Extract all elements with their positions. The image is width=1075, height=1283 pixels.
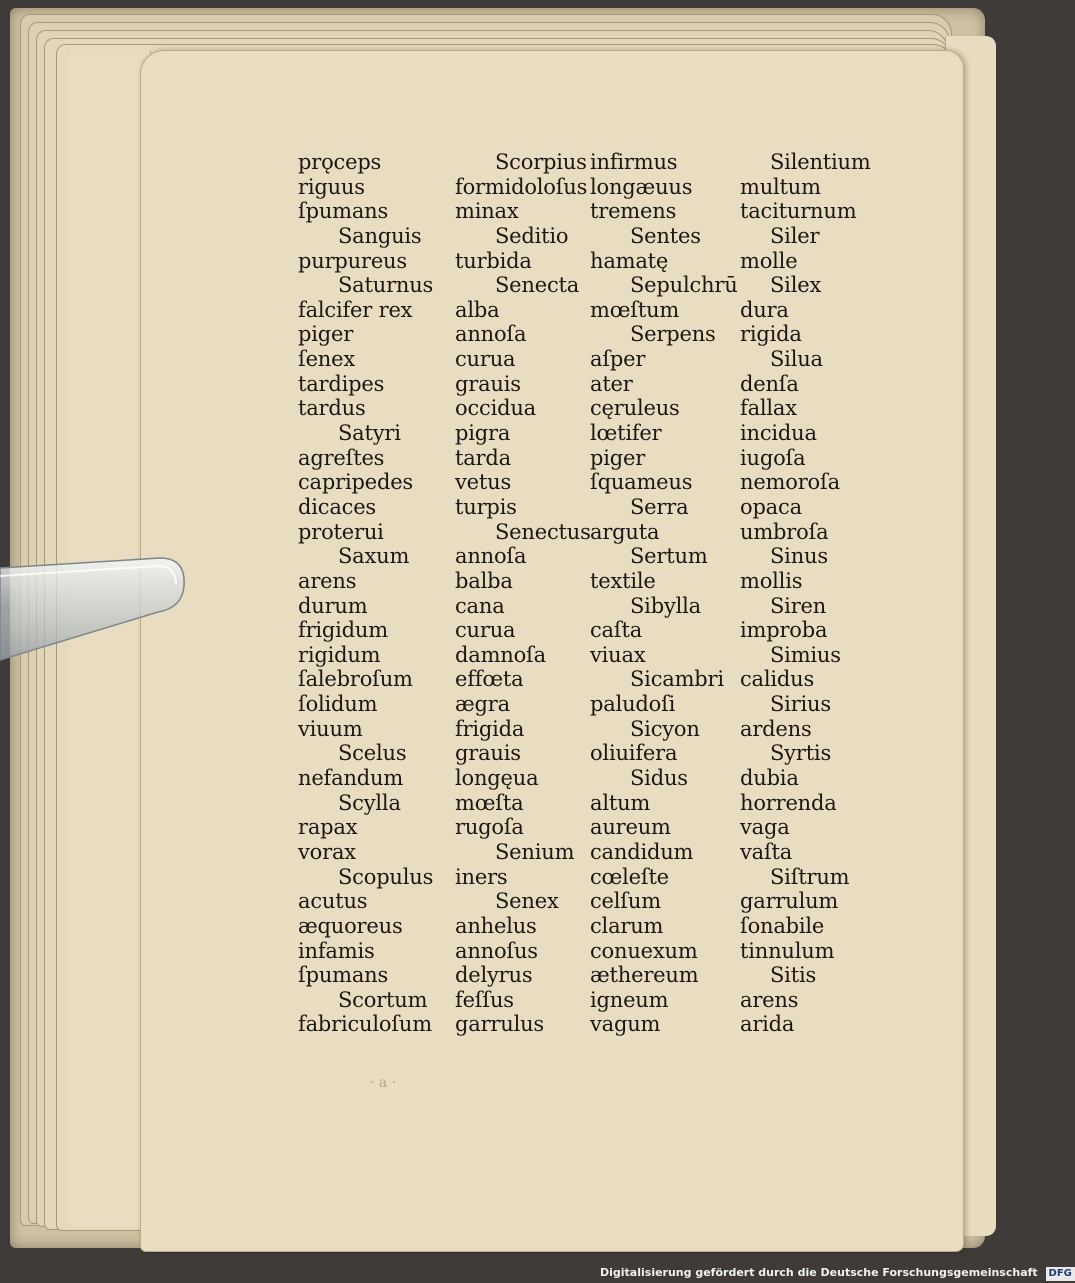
epithet: vagum [590, 1012, 661, 1037]
epithet: aureum [590, 815, 671, 840]
epithet: ater [590, 371, 633, 396]
epithet: occidua [455, 396, 536, 421]
epithet: conuexum [590, 938, 698, 963]
epithet: falcifer rex [298, 297, 413, 322]
epithet: dicaces [298, 494, 377, 519]
epithet: curua [455, 618, 516, 643]
epithet: riguus [298, 174, 365, 199]
headword: Sanguis [338, 223, 422, 248]
headword: Sicyon [630, 716, 700, 741]
headword: Syrtis [770, 741, 832, 766]
epithet: mollis [740, 568, 803, 593]
headword: Sitis [770, 963, 817, 988]
headword: Seditio [495, 223, 569, 248]
epithet: piger [298, 322, 354, 347]
epithet: horrenda [740, 790, 837, 815]
epithet: damnoſa [455, 642, 546, 667]
headword: Sicambri [630, 667, 724, 692]
epithet: vetus [455, 470, 512, 495]
pen-mark: · a · [370, 1075, 397, 1091]
epithet: tremens [590, 199, 677, 224]
epithet: oliuifera [590, 741, 678, 766]
headword: Scorpius [495, 150, 587, 174]
epithet: nemoroſa [740, 470, 840, 495]
epithet: longæuus [590, 174, 693, 199]
epithet: turbida [455, 248, 532, 273]
headword: Scylla [338, 790, 401, 815]
headword: Scelus [338, 741, 407, 766]
epithet: aſper [590, 347, 646, 372]
epithet: cana [455, 593, 505, 618]
epithet: ægra [455, 692, 510, 717]
headword: Siler [770, 223, 820, 248]
word-column-3 [590, 150, 740, 1037]
credit-text: Digitalisierung gefördert durch die Deutsche Forschungsgemeinschaft [600, 1266, 1038, 1279]
headword: Sibylla [630, 593, 701, 618]
epithet: hamatę [590, 248, 669, 273]
headword: Silua [770, 347, 823, 372]
epithet: opaca [740, 494, 802, 519]
epithet: garrulum [740, 889, 839, 914]
epithet: vaga [740, 815, 790, 840]
epithet: annoſa [455, 322, 527, 347]
epithet: rigidum [298, 642, 381, 667]
headword: Senium [495, 839, 575, 864]
epithet: ſolidum [298, 692, 378, 717]
epithet: taciturnum [740, 199, 857, 224]
epithet: garrulus [455, 1012, 544, 1037]
epithet: cœleſte [590, 864, 669, 889]
headword: Senex [495, 889, 559, 914]
epithet: rigida [740, 322, 802, 347]
epithet: formidoloſus [455, 174, 588, 199]
epithet: proterui [298, 519, 384, 544]
epithet: infirmus [590, 150, 678, 174]
epithet: ardens [740, 716, 812, 741]
epithet: calidus [740, 667, 815, 692]
epithet: prǫceps [298, 150, 382, 174]
dfg-logo: DFG [1046, 1267, 1075, 1281]
epithet: feſſus [455, 987, 514, 1012]
epithet: tardipes [298, 371, 385, 396]
epithet: arguta [590, 519, 660, 544]
epithet: igneum [590, 987, 669, 1012]
epithet: delyrus [455, 963, 533, 988]
epithet: pigra [455, 421, 511, 446]
epithet: ſenex [298, 347, 355, 372]
headword: Senecta [495, 273, 580, 298]
epithet: durum [298, 593, 368, 618]
headword: Serpens [630, 322, 716, 347]
headword: Sinus [770, 544, 828, 569]
epithet: arida [740, 1012, 795, 1037]
headword: Simius [770, 642, 841, 667]
word-column-1 [298, 150, 448, 1037]
epithet: alba [455, 297, 500, 322]
epithet: textile [590, 568, 656, 593]
epithet: ſalebroſum [298, 667, 413, 692]
epithet: infamis [298, 938, 375, 963]
epithet: dura [740, 297, 789, 322]
epithet: fallax [740, 396, 797, 421]
epithet: molle [740, 248, 798, 273]
word-column-4 [740, 150, 890, 1037]
epithet: curua [455, 347, 516, 372]
epithet: grauis [455, 741, 521, 766]
epithet: ſpumans [298, 199, 389, 224]
headword: Saxum [338, 544, 410, 569]
headword: Scopulus [338, 864, 434, 889]
epithet: arens [298, 568, 357, 593]
headword: Serra [630, 494, 689, 519]
epithet: iugoſa [740, 445, 806, 470]
epithet: celſum [590, 889, 661, 914]
headword: Scortum [338, 987, 428, 1012]
epithet: tardus [298, 396, 366, 421]
epithet: paludoſi [590, 692, 676, 717]
headword: Senectus [495, 519, 591, 544]
digitization-credit [600, 1263, 1075, 1283]
epithet: clarum [590, 913, 664, 938]
epithet: arens [740, 987, 799, 1012]
epithet: balba [455, 568, 513, 593]
headword: Sentes [630, 223, 701, 248]
epithet: cęruleus [590, 396, 680, 421]
epithet: ſpumans [298, 963, 389, 988]
epithet: rapax [298, 815, 358, 840]
epithet: fabriculoſum [298, 1012, 432, 1037]
epithet: ſonabile [740, 913, 825, 938]
epithet: viuax [590, 642, 646, 667]
epithet: dubia [740, 766, 799, 791]
epithet: grauis [455, 371, 521, 396]
epithet: improba [740, 618, 828, 643]
epithet: minax [455, 199, 519, 224]
epithet: mœſtum [590, 297, 680, 322]
epithet: capripedes [298, 470, 413, 495]
epithet: tarda [455, 445, 511, 470]
epithet: anhelus [455, 913, 537, 938]
glass-page-holder [0, 556, 186, 666]
epithet: vorax [298, 839, 356, 864]
headword: Silentium [770, 150, 871, 174]
headword: Satyri [338, 421, 401, 446]
headword: Sidus [630, 766, 688, 791]
epithet: longęua [455, 766, 539, 791]
epithet: lœtifer [590, 421, 662, 446]
epithet: acutus [298, 889, 368, 914]
epithet: purpureus [298, 248, 407, 273]
epithet: ſquameus [590, 470, 693, 495]
headword: Sertum [630, 544, 708, 569]
epithet: iners [455, 864, 508, 889]
epithet: piger [590, 445, 646, 470]
epithet: incidua [740, 421, 817, 446]
epithet: vaſta [740, 839, 793, 864]
epithet: altum [590, 790, 651, 815]
epithet: annoſa [455, 544, 527, 569]
headword: Sepulchrū [630, 273, 738, 298]
epithet: caſta [590, 618, 643, 643]
epithet: annoſus [455, 938, 538, 963]
epithet: rugoſa [455, 815, 524, 840]
headword: Sirius [770, 692, 831, 717]
epithet: multum [740, 174, 821, 199]
epithet: tinnulum [740, 938, 835, 963]
epithet: mœſta [455, 790, 524, 815]
headword: Silex [770, 273, 822, 298]
epithet: æthereum [590, 963, 699, 988]
epithet: candidum [590, 839, 694, 864]
epithet: umbroſa [740, 519, 829, 544]
epithet: æquoreus [298, 913, 403, 938]
epithet: frigida [455, 716, 525, 741]
epithet: agreſtes [298, 445, 385, 470]
epithet: nefandum [298, 766, 404, 791]
epithet: denſa [740, 371, 799, 396]
epithet: frigidum [298, 618, 388, 643]
headword: Saturnus [338, 273, 434, 298]
epithet: effœta [455, 667, 524, 692]
headword: Siren [770, 593, 827, 618]
epithet: viuum [298, 716, 363, 741]
headword: Siſtrum [770, 864, 850, 889]
word-column-2 [455, 150, 605, 1037]
epithet: turpis [455, 494, 517, 519]
